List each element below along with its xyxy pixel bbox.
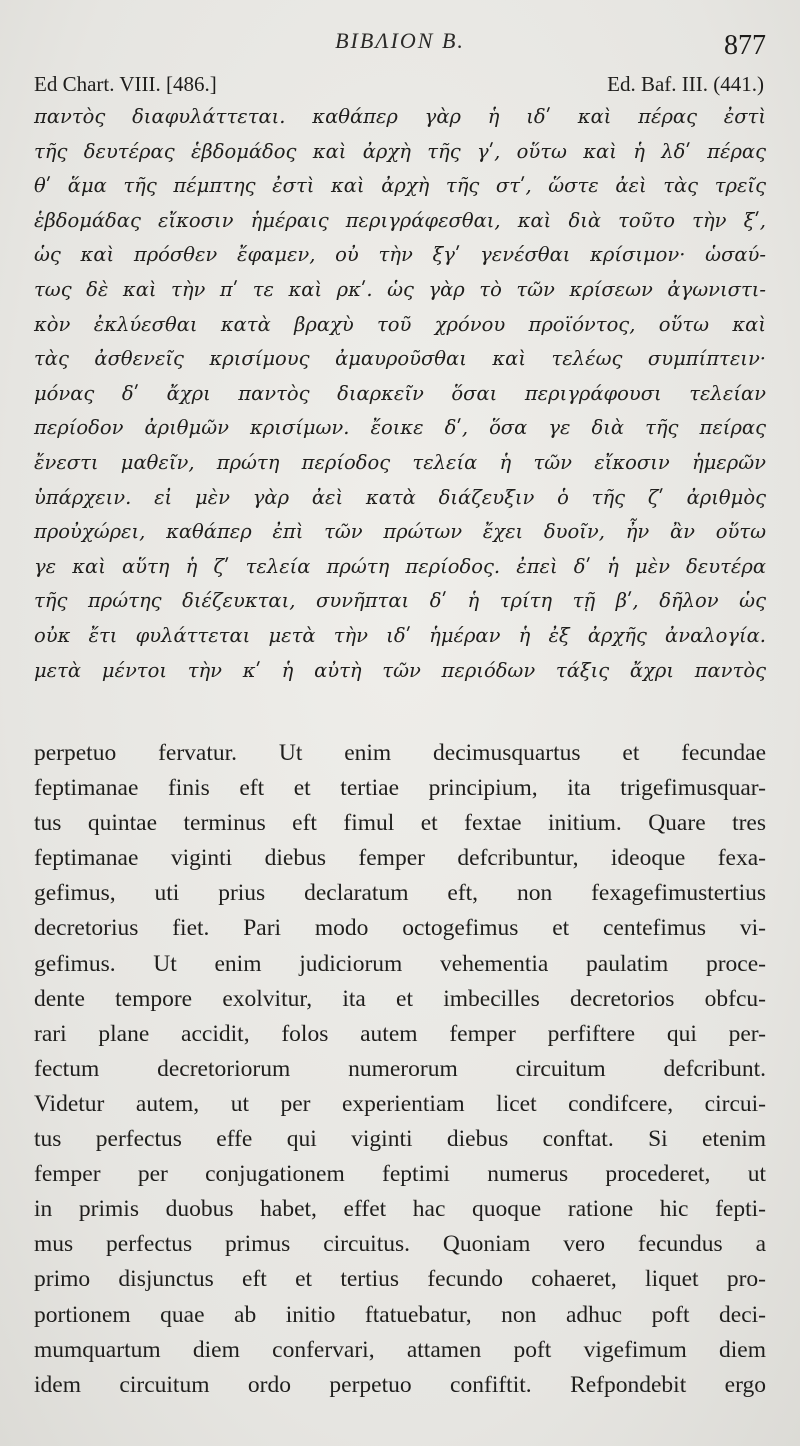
latin-line: fectum decretoriorum numerorum circuitum defcribunt. bbox=[34, 1055, 766, 1082]
greek-line: περίοδον ἀριθμῶν κρισίμων. ἔοικε δʹ, ὅσα γε διὰ τῆς πείρας bbox=[34, 416, 766, 440]
latin-line: in primis duobus habet, effet hac quoque ratione hic fepti- bbox=[34, 1196, 766, 1223]
greek-line: μετὰ μέντοι τὴν κʹ ἡ αὐτὴ τῶν περιόδων τάξις ἄχρι παντὸς bbox=[34, 658, 766, 682]
greek-text-block bbox=[34, 100, 766, 688]
latin-line: mumquartum diem confervari, attamen poft vigefimum diem bbox=[34, 1336, 766, 1363]
latin-line: mus perfectus primus circuitus. Quoniam vero fecundus a bbox=[34, 1231, 766, 1258]
greek-line: ὡς καὶ πρόσθεν ἔφαμεν, οὐ τὴν ξγʹ γενέσθαι κρίσιμον· ὡσαύ- bbox=[34, 243, 766, 267]
basel-edition-reference: Ed. Baf. III. (441.) bbox=[607, 72, 764, 96]
page-number: 877 bbox=[724, 30, 766, 61]
latin-line: dente tempore exolvitur, ita et imbecilles decretorios obfcu- bbox=[34, 985, 766, 1012]
latin-line: idem circuitum ordo perpetuo confiftit. Refpondebit ergo bbox=[34, 1371, 766, 1398]
latin-line: feptimanae viginti diebus femper defcribuntur, ideoque fexa- bbox=[34, 845, 766, 872]
greek-line: ἑβδομάδας εἴκοσιν ἡμέραις περιγράφεσθαι, καὶ διὰ τοῦτο τὴν ξʹ, bbox=[34, 208, 766, 232]
greek-line: τῆς πρώτης διέζευκται, συνῆπται δʹ ἡ τρίτη τῇ βʹ, δῆλον ὡς bbox=[34, 589, 766, 613]
greek-line: θʹ ἅμα τῆς πέμπτης ἐστὶ καὶ ἀρχὴ τῆς στʹ, ὥστε ἀεὶ τὰς τρεῖς bbox=[34, 174, 766, 198]
latin-line: gefimus, uti prius declaratum eft, non fexagefimustertius bbox=[34, 880, 766, 907]
latin-line: primo disjunctus eft et tertius fecundo cohaeret, liquet pro- bbox=[34, 1266, 766, 1293]
greek-line: τὰς ἀσθενεῖς κρισίμους ἀμαυροῦσθαι καὶ τελέως συμπίπτειν· bbox=[34, 347, 766, 371]
latin-line: femper per conjugationem feptimi numerus procederet, ut bbox=[34, 1161, 766, 1188]
greek-line: γε καὶ αὕτη ἡ ζʹ τελεία πρώτη περίοδος. ἐπεὶ δʹ ἡ μὲν δευτέρα bbox=[34, 554, 766, 578]
latin-line: tus quintae terminus eft fimul et fextae initium. Quare tres bbox=[34, 810, 766, 837]
greek-line: μόνας δʹ ἄχρι παντὸς διαρκεῖν ὅσαι περιγράφουσι τελείαν bbox=[34, 381, 766, 405]
running-head: ΒΙΒΛΙΟΝ Β. bbox=[335, 28, 465, 53]
latin-line: gefimus. Ut enim judiciorum vehementia paulatim proce- bbox=[34, 950, 766, 977]
latin-line: decretorius fiet. Pari modo octogefimus et centefimus vi- bbox=[34, 915, 766, 942]
greek-line: ὑπάρχειν. εἰ μὲν γὰρ ἀεὶ κατὰ διάζευξιν ὁ τῆς ζʹ ἀριθμὸς bbox=[34, 485, 766, 509]
latin-text-block bbox=[34, 736, 766, 1403]
latin-line: Videtur autem, ut per experientiam licet condifcere, circui- bbox=[34, 1090, 766, 1117]
greek-line: τῆς δευτέρας ἑβδομάδος καὶ ἀρχὴ τῆς γʹ, οὕτω καὶ ἡ λδʹ πέρας bbox=[34, 139, 766, 163]
greek-line: κὸν ἐκλύεσθαι κατὰ βραχὺ τοῦ χρόνου προϊόντος, οὕτω καὶ bbox=[34, 312, 766, 336]
greek-line: τως δὲ καὶ τὴν πʹ τε καὶ ρκʹ. ὡς γὰρ τὸ τῶν κρίσεων ἀγωνιστι- bbox=[34, 277, 766, 301]
latin-line: tus perfectus effe qui viginti diebus conftat. Si etenim bbox=[34, 1126, 766, 1153]
greek-line: παντὸς διαφυλάττεται. καθάπερ γὰρ ἡ ιδʹ καὶ πέρας ἐστὶ bbox=[34, 105, 766, 128]
latin-line: rari plane accidit, folos autem femper perfiftere qui per- bbox=[34, 1020, 766, 1047]
latin-line: feptimanae finis eft et tertiae principium, ita trigefimusquar- bbox=[34, 775, 766, 802]
chartier-edition-reference: Ed Chart. VIII. [486.] bbox=[34, 72, 217, 96]
greek-line: ἔνεστι μαθεῖν, πρώτη περίοδος τελεία ἡ τῶν εἴκοσιν ἡμερῶν bbox=[34, 450, 766, 474]
latin-line: portionem quae ab initio ftatuebatur, non adhuc poft deci- bbox=[34, 1301, 766, 1328]
greek-line: προὐχώρει, καθάπερ ἐπὶ τῶν πρώτων ἔχει δυοῖν, ἦν ἂν οὕτω bbox=[34, 520, 766, 544]
greek-line: οὐκ ἔτι φυλάττεται μετὰ τὴν ιδʹ ἡμέραν ἡ ἐξ ἀρχῆς ἀναλογία. bbox=[34, 623, 766, 647]
latin-line: perpetuo fervatur. Ut enim decimusquartus et fecundae bbox=[34, 740, 766, 766]
